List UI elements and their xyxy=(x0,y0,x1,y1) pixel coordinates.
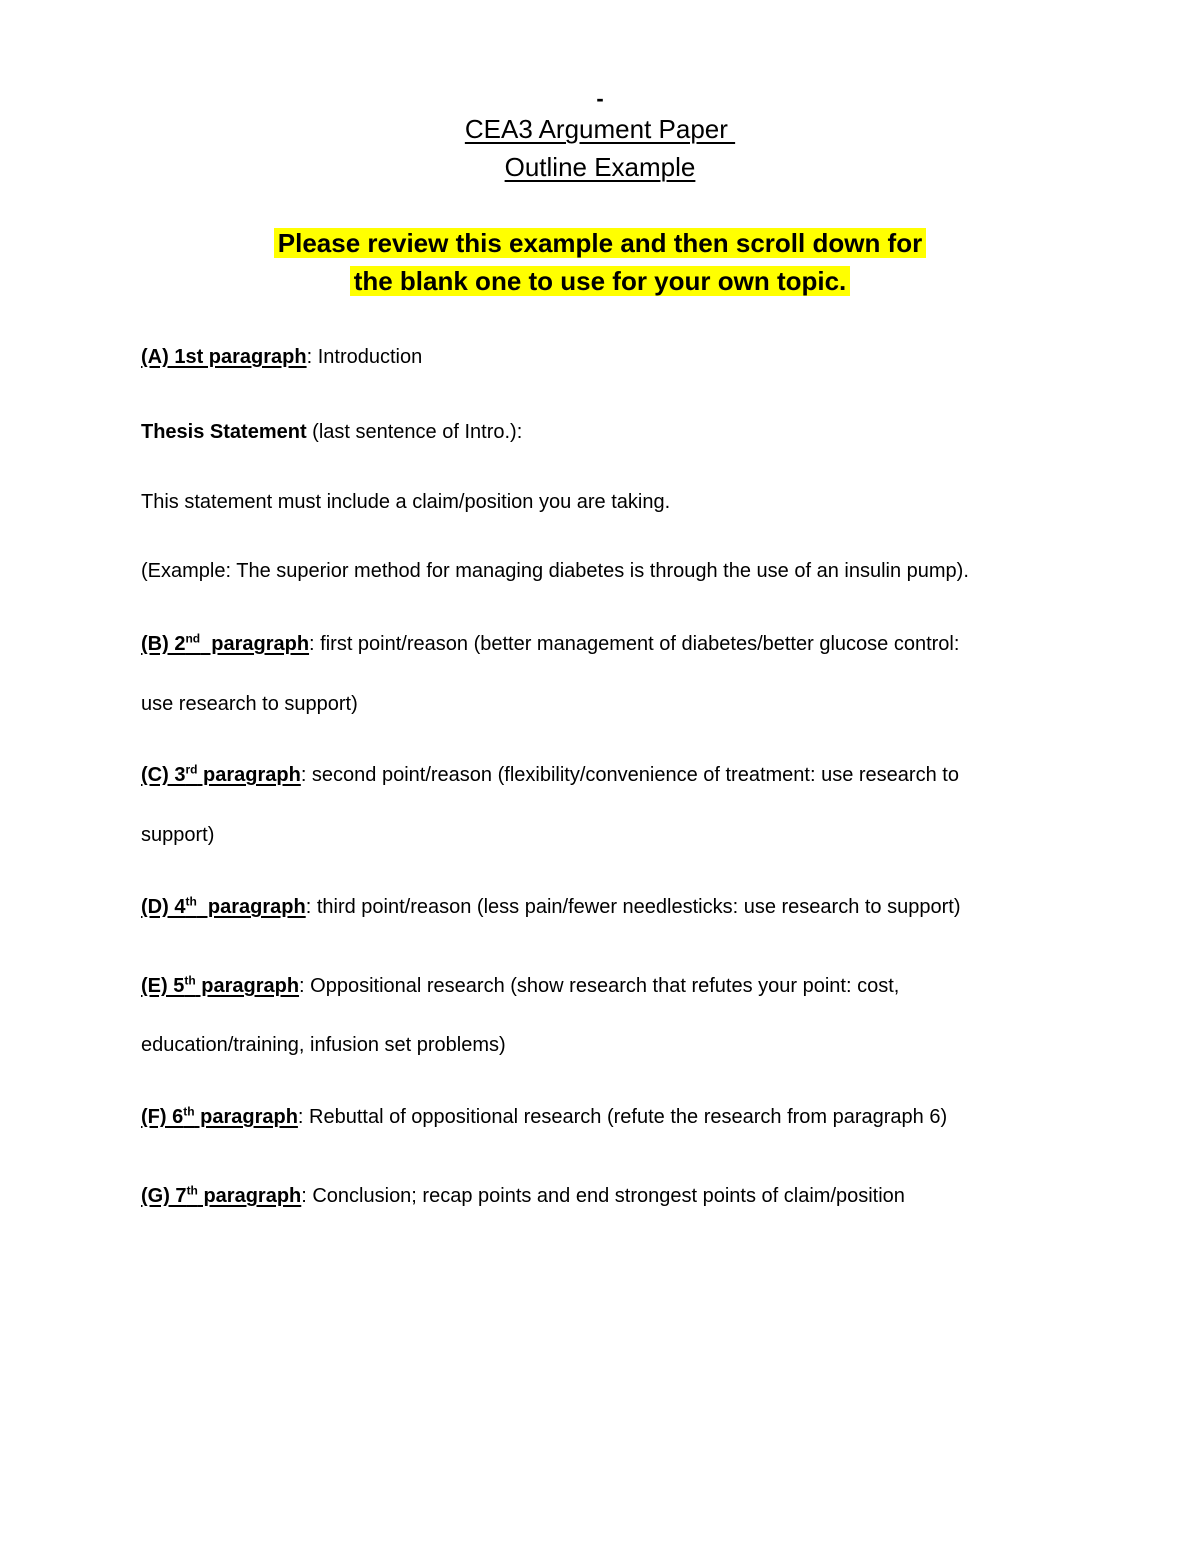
thesis-requirement: This statement must include a claim/position you are taking. xyxy=(141,491,671,513)
title-line-1 xyxy=(0,112,1200,146)
section-e-prefix: (E) 5 xyxy=(141,975,185,997)
section-e-sup: th xyxy=(184,973,196,988)
section-c-label xyxy=(141,764,301,786)
highlighted-note-line-2 xyxy=(0,263,1200,299)
highlighted-note-text-2: the blank one to use for your own topic. xyxy=(350,266,851,296)
section-c xyxy=(141,761,1121,789)
section-f xyxy=(141,1103,1121,1131)
section-c-suffix: paragraph xyxy=(197,764,301,786)
section-b-label xyxy=(141,633,309,655)
section-d-sup: th xyxy=(185,894,197,909)
section-f-suffix: paragraph xyxy=(194,1106,298,1128)
section-f-prefix: (F) 6 xyxy=(141,1106,184,1128)
section-d xyxy=(141,893,1121,921)
section-a xyxy=(141,343,1121,371)
section-g-label xyxy=(141,1185,301,1207)
section-g-suffix: paragraph xyxy=(197,1185,302,1207)
thesis-example: (Example: The superior method for managing diabetes is through the use of an insulin pump). xyxy=(141,560,969,582)
section-d-suffix: paragraph xyxy=(196,896,306,918)
highlighted-note-text-1: Please review this example and then scroll down for xyxy=(274,228,926,258)
section-d-prefix: (D) 4 xyxy=(141,896,186,918)
section-a-label: (A) 1st paragraph xyxy=(141,346,307,368)
section-f-text: : Rebuttal of oppositional research (refute the research from paragraph 6) xyxy=(297,1106,948,1128)
section-e xyxy=(141,972,1121,1000)
section-c-prefix: (C) 3 xyxy=(141,764,186,786)
section-g xyxy=(141,1182,1121,1210)
section-b-sup: nd xyxy=(185,631,201,646)
section-b xyxy=(141,630,1121,658)
section-d-label xyxy=(141,896,306,918)
section-f-sup: th xyxy=(183,1104,195,1119)
section-e-suffix: paragraph xyxy=(195,975,300,997)
highlighted-note-line-1 xyxy=(0,225,1200,261)
section-e-text: : Oppositional research (show research that refutes your point: cost, xyxy=(299,975,900,997)
thesis-label: Thesis Statement xyxy=(141,421,307,443)
section-c-text: : second point/reason (flexibility/convenience of treatment: use research to xyxy=(300,764,959,786)
section-e-continued: education/training, infusion set problems) xyxy=(141,1034,506,1056)
section-b-prefix: (B) 2 xyxy=(141,633,186,655)
section-a-text: : Introduction xyxy=(306,346,423,368)
section-b-text: : first point/reason (better management of diabetes/better glucose control: xyxy=(309,633,960,655)
section-c-continued: support) xyxy=(141,824,215,846)
thesis-statement xyxy=(141,418,1121,446)
section-g-sup: th xyxy=(186,1183,198,1198)
section-f-label xyxy=(141,1106,298,1128)
section-b-continued: use research to support) xyxy=(141,693,358,715)
section-c-sup: rd xyxy=(185,762,198,777)
title-line-2 xyxy=(0,150,1200,184)
section-d-text: : third point/reason (less pain/fewer needlesticks: use research to support) xyxy=(305,896,961,918)
thesis-text: (last sentence of Intro.): xyxy=(306,421,523,443)
section-e-label xyxy=(141,975,299,997)
document-subtitle: Outline Example xyxy=(504,152,696,182)
section-g-text: : Conclusion; recap points and end strongest points of claim/position xyxy=(301,1185,905,1207)
header-dash: - xyxy=(596,86,604,111)
document-title: CEA3 Argument Paper xyxy=(464,114,736,144)
section-g-prefix: (G) 7 xyxy=(141,1185,187,1207)
section-b-suffix: paragraph xyxy=(200,633,310,655)
